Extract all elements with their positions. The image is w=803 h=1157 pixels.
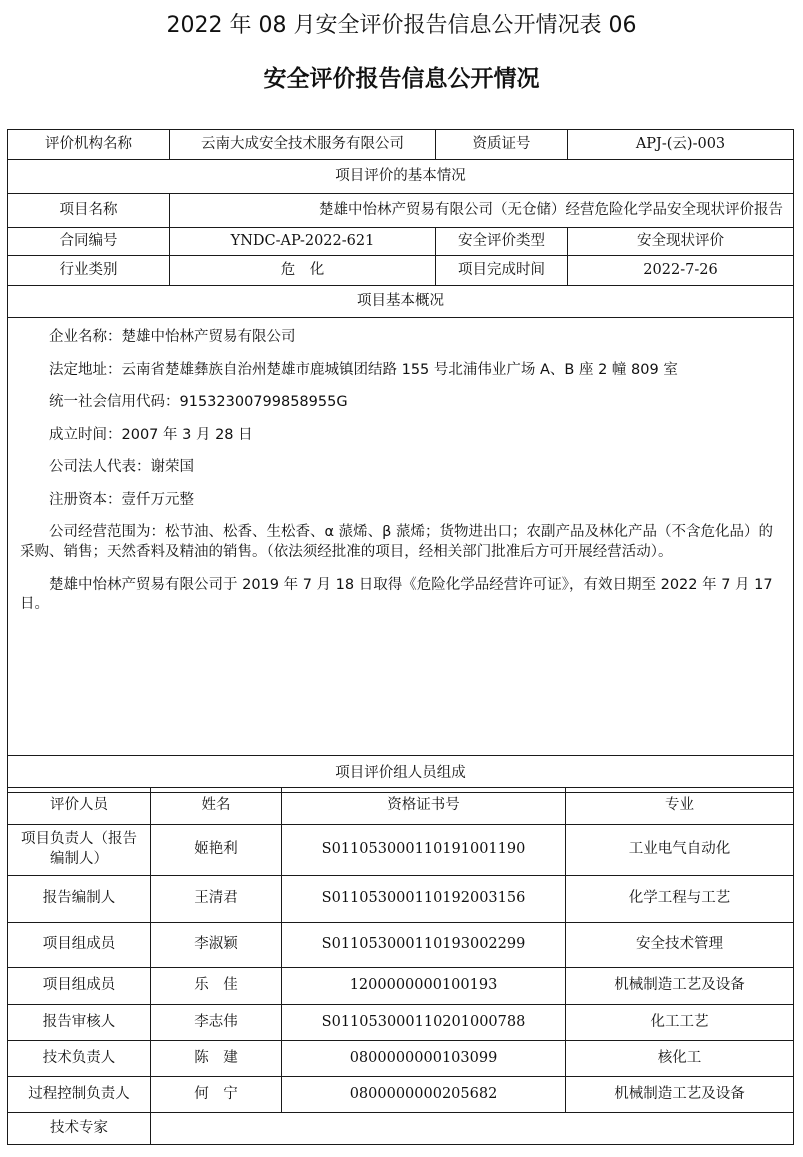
company-address: 法定地址：云南省楚雄彝族自治州楚雄市鹿城镇团结路 155 号北浦伟业广场 A、B 座 2 幢 809 室 bbox=[49, 361, 678, 378]
contract-row bbox=[8, 228, 794, 256]
contract-value: YNDC-AP-2022-621 bbox=[170, 228, 436, 256]
member-cert: 0800000000103099 bbox=[282, 1041, 566, 1077]
credit-code: 统一社会信用代码：91532300799858955G bbox=[49, 394, 348, 411]
contract-label: 合同编号 bbox=[8, 228, 170, 256]
team-section-header: 项目评价组人员组成 bbox=[8, 756, 794, 793]
eval-type-value: 安全现状评价 bbox=[568, 228, 794, 256]
member-major: 机械制造工艺及设备 bbox=[566, 1077, 794, 1113]
table-row bbox=[8, 1077, 794, 1113]
business-scope: 公司经营范围为：松节油、松香、生松香、α 蒎烯、β 蒎烯；货物进出口；农副产品及林化产品（不含危化品）的采购、销售；天然香料及精油的销售。（依法须经批准的项目，经相关部门批准后方可开展经营活动）。 bbox=[20, 524, 774, 560]
expert-row bbox=[8, 1113, 794, 1145]
basic-section-header: 项目评价的基本情况 bbox=[8, 160, 794, 194]
completion-value: 2022-7-26 bbox=[568, 256, 794, 286]
document-subtitle: 安全评价报告信息公开情况 bbox=[263, 66, 540, 92]
table-row bbox=[8, 825, 794, 876]
member-name: 李志伟 bbox=[151, 1005, 282, 1041]
member-cert: S011053000110192003156 bbox=[282, 876, 566, 923]
member-cert: 1200000000100193 bbox=[282, 968, 566, 1005]
col-header-name: 姓名 bbox=[151, 788, 282, 825]
member-role: 报告审核人 bbox=[8, 1005, 151, 1041]
member-major: 机械制造工艺及设备 bbox=[566, 968, 794, 1005]
overview-row bbox=[8, 318, 794, 756]
expert-label: 技术专家 bbox=[8, 1113, 151, 1145]
member-major: 化工工艺 bbox=[566, 1005, 794, 1041]
project-name-label: 项目名称 bbox=[8, 194, 170, 228]
member-cert: 0800000000205682 bbox=[282, 1077, 566, 1113]
member-role: 项目组成员 bbox=[8, 968, 151, 1005]
cert-value: APJ-(云)-003 bbox=[568, 130, 794, 160]
member-major: 核化工 bbox=[566, 1041, 794, 1077]
industry-row bbox=[8, 256, 794, 286]
member-name: 陈 建 bbox=[151, 1041, 282, 1077]
overview-body bbox=[8, 318, 793, 615]
col-header-major: 专业 bbox=[566, 788, 794, 825]
table-row bbox=[8, 923, 794, 968]
eval-type-label: 安全评价类型 bbox=[436, 228, 568, 256]
project-name-row bbox=[8, 194, 794, 228]
member-role: 项目负责人（报告编制人） bbox=[8, 825, 151, 876]
table-row bbox=[8, 1005, 794, 1041]
member-role: 过程控制负责人 bbox=[8, 1077, 151, 1113]
member-name: 李淑颖 bbox=[151, 923, 282, 968]
industry-value: 危 化 bbox=[170, 256, 436, 286]
member-major: 工业电气自动化 bbox=[566, 825, 794, 876]
expert-value bbox=[151, 1113, 794, 1145]
legal-representative: 公司法人代表：谢荣国 bbox=[49, 459, 194, 476]
member-name: 姬艳利 bbox=[151, 825, 282, 876]
member-major: 安全技术管理 bbox=[566, 923, 794, 968]
document-title: 2022 年 08 月安全评价报告信息公开情况表 06 bbox=[166, 13, 637, 38]
registered-capital: 注册资本：壹仟万元整 bbox=[49, 491, 194, 508]
table-row bbox=[8, 968, 794, 1005]
table-row bbox=[8, 1041, 794, 1077]
team-table bbox=[7, 787, 794, 1145]
table-row bbox=[8, 876, 794, 923]
org-value: 云南大成安全技术服务有限公司 bbox=[170, 130, 436, 160]
org-label: 评价机构名称 bbox=[8, 130, 170, 160]
industry-label: 行业类别 bbox=[8, 256, 170, 286]
completion-label: 项目完成时间 bbox=[436, 256, 568, 286]
member-name: 王清君 bbox=[151, 876, 282, 923]
member-role: 报告编制人 bbox=[8, 876, 151, 923]
team-header-row bbox=[8, 788, 794, 825]
member-role: 技术负责人 bbox=[8, 1041, 151, 1077]
overview-section-header: 项目基本概况 bbox=[8, 286, 794, 318]
member-cert: S011053000110201000788 bbox=[282, 1005, 566, 1041]
member-cert: S011053000110191001190 bbox=[282, 825, 566, 876]
member-cert: S011053000110193002299 bbox=[282, 923, 566, 968]
member-major: 化学工程与工艺 bbox=[566, 876, 794, 923]
member-role: 项目组成员 bbox=[8, 923, 151, 968]
project-name-value: 楚雄中怡林产贸易有限公司（无仓储）经营危险化学品安全现状评价报告 bbox=[170, 194, 794, 228]
founded-date: 成立时间：2007 年 3 月 28 日 bbox=[49, 426, 253, 443]
company-name: 企业名称：楚雄中怡林产贸易有限公司 bbox=[49, 329, 296, 345]
col-header-cert: 资格证书号 bbox=[282, 788, 566, 825]
license-info: 楚雄中怡林产贸易有限公司于 2019 年 7 月 18 日取得《危险化学品经营许可证》，有效日期至 2022 年 7 月 17 日。 bbox=[20, 576, 773, 613]
info-table bbox=[7, 129, 794, 793]
col-header-role: 评价人员 bbox=[8, 788, 151, 825]
member-name: 乐 佳 bbox=[151, 968, 282, 1005]
org-row bbox=[8, 130, 794, 160]
cert-label: 资质证号 bbox=[436, 130, 568, 160]
member-name: 何 宁 bbox=[151, 1077, 282, 1113]
